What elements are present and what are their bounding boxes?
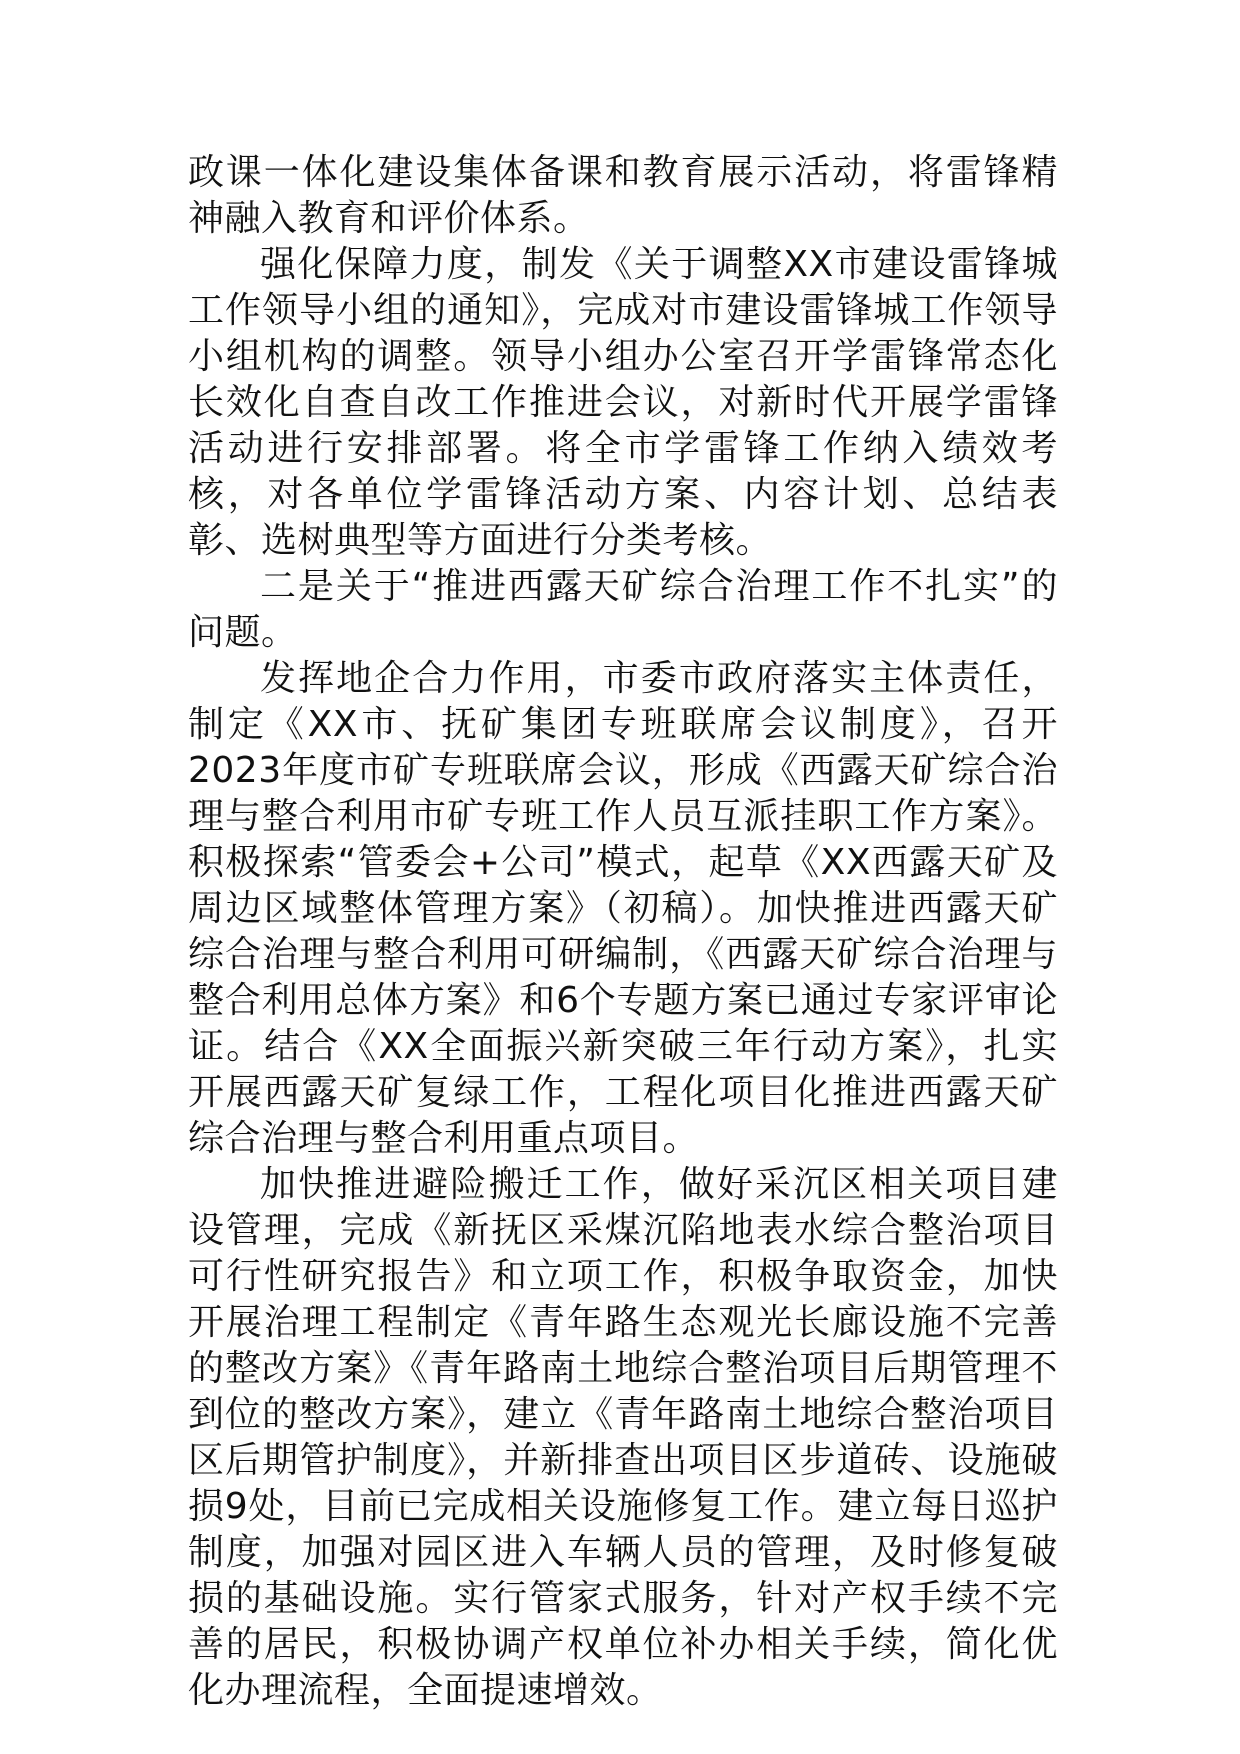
document-body — [188, 150, 1058, 1714]
paragraph-3-heading: 二是关于“推进西露天矿综合治理工作不扎实”的问题。 — [188, 566, 1058, 653]
paragraph-1: 政课一体化建设集体备课和教育展示活动，将雷锋精神融入教育和评价体系。 — [188, 152, 1058, 239]
paragraph-4: 发挥地企合力作用，市委市政府落实主体责任，制定《XX市、抚矿集团专班联席会议制度》，召开2023年度市矿专班联席会议，形成《西露天矿综合治理与整合利用市矿专班工作人员互派挂职工作方案》。积极探索“管委会+公司”模式，起草《XX西露天矿及周边区域整体管理方案》（初稿）。加快推进西露天矿综合治理与整合利用可研编制，《西露天矿综合治理与整合利用总体方案》和6个专题方案已通过专家评审论证。结合《XX全面振兴新突破三年行动方案》，扎实开展西露天矿复绿工作，工程化项目化推进西露天矿综合治理与整合利用重点项目。 — [188, 658, 1058, 1159]
paragraph-5: 加快推进避险搬迁工作，做好采沉区相关项目建设管理，完成《新抚区采煤沉陷地表水综合整治项目可行性研究报告》和立项工作，积极争取资金，加快开展治理工程制定《青年路生态观光长廊设施不完善的整改方案》《青年路南土地综合整治项目后期管理不到位的整改方案》，建立《青年路南土地综合整治项目区后期管护制度》，并新排查出项目区步道砖、设施破损9处，目前已完成相关设施修复工作。建立每日巡护制度，加强对园区进入车辆人员的管理，及时修复破损的基础设施。实行管家式服务，针对产权手续不完善的居民，积极协调产权单位补办相关手续，简化优化办理流程，全面提速增效。 — [188, 1164, 1058, 1711]
paragraph-2: 强化保障力度，制发《关于调整XX市建设雷锋城工作领导小组的通知》，完成对市建设雷锋城工作领导小组机构的调整。领导小组办公室召开学雷锋常态化长效化自查自改工作推进会议，对新时代开展学雷锋活动进行安排部署。将全市学雷锋工作纳入绩效考核，对各单位学雷锋活动方案、内容计划、总结表彰、选树典型等方面进行分类考核。 — [188, 244, 1058, 561]
